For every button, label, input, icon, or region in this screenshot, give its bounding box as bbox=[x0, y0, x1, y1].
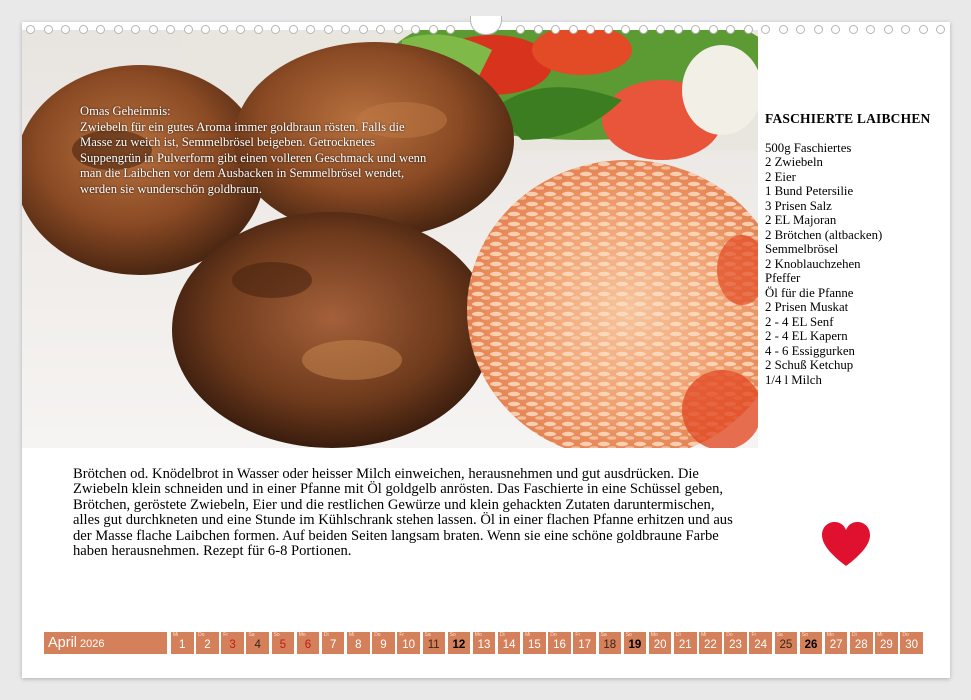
day-number: 25 bbox=[779, 639, 793, 651]
weekday-label: Mi bbox=[525, 632, 531, 638]
binding-hole bbox=[866, 25, 875, 34]
instructions-text: Brötchen od. Knödelbrot in Wasser oder heisser Milch einweichen, herausnehmen und gut ausdrücken. Die Zwiebeln klein schneiden und in einer Pfanne mit Öl goldgelb anrösten. Das Faschierte in eine Schüssel geben, Brötchen, geröstete Zwiebeln, Eier und die restlichen Gewürze und klein gehackten Zutaten daruntermischen, alles gut durchkneten und eine Stunde im Kühlschrank stehen lassen. Öl in einer flachen Pfanne erhitzen und aus der Masse flache Laibchen formen. Auf beiden Seiten langsam braten. Wenn sie eine schöne goldbraune Farbe haben herausnehmen. Rezept für 6-8 Portionen. bbox=[73, 466, 733, 560]
binding-hole bbox=[376, 25, 385, 34]
binding-hole bbox=[534, 25, 543, 34]
binding-hole bbox=[411, 25, 420, 34]
weekday-label: Fr bbox=[751, 632, 757, 638]
ingredient-item: 1 Bund Petersilie bbox=[765, 184, 854, 198]
binding-hole bbox=[394, 25, 403, 34]
day-number: 30 bbox=[905, 639, 918, 651]
day-number: 2 bbox=[204, 639, 211, 651]
ingredient-item: 4 - 6 Essiggurken bbox=[765, 343, 855, 358]
binding-hole bbox=[639, 25, 648, 34]
weekday-label: Sa bbox=[600, 632, 607, 638]
weekday-label: Mo bbox=[298, 632, 306, 638]
binding-hole bbox=[341, 25, 350, 34]
day-cell bbox=[473, 632, 496, 654]
binding-hole bbox=[709, 25, 718, 34]
binding-hole bbox=[831, 25, 840, 34]
binding-hole bbox=[254, 25, 263, 34]
weekday-label: Fr bbox=[223, 632, 229, 638]
weekday-label: Sa bbox=[424, 632, 431, 638]
day-cell bbox=[875, 632, 898, 654]
day-number: 29 bbox=[880, 639, 893, 651]
day-number: 15 bbox=[527, 639, 541, 651]
day-cell bbox=[372, 632, 395, 654]
day-cell bbox=[649, 632, 672, 654]
binding-hole bbox=[306, 25, 315, 34]
binding-hole bbox=[569, 25, 578, 34]
month-label bbox=[44, 632, 167, 654]
binding-hole bbox=[131, 25, 140, 34]
binding-hole bbox=[796, 25, 805, 34]
ingredient-item: 3 Prisen Salz bbox=[765, 198, 832, 213]
weekday-label: Mo bbox=[474, 632, 482, 638]
day-cell bbox=[674, 632, 697, 654]
binding-hole bbox=[166, 25, 175, 34]
binding-hole bbox=[814, 25, 823, 34]
day-number: 19 bbox=[628, 639, 642, 651]
month-year: 2026 bbox=[80, 638, 105, 650]
ingredient-item: 2 Brötchen (altbacken) bbox=[765, 227, 883, 242]
weekday-label: Sa bbox=[776, 632, 783, 638]
binding-hole bbox=[359, 25, 368, 34]
day-cell bbox=[498, 632, 521, 654]
day-number: 21 bbox=[678, 639, 692, 651]
day-cell bbox=[448, 632, 471, 654]
day-number: 28 bbox=[854, 639, 868, 651]
binding-hole bbox=[219, 25, 228, 34]
ingredient-item: Pfeffer bbox=[765, 271, 801, 285]
recipe-box bbox=[765, 112, 945, 387]
day-number: 24 bbox=[754, 639, 768, 651]
ingredient-item: 2 - 4 EL Senf bbox=[765, 314, 834, 329]
ingredient-list bbox=[765, 141, 945, 388]
binding-hole bbox=[149, 25, 158, 34]
binding-hole bbox=[901, 25, 910, 34]
weekday-label: Fr bbox=[399, 632, 405, 638]
binding-hole bbox=[551, 25, 560, 34]
ingredient-item: 2 Knoblauchzehen bbox=[765, 256, 861, 271]
weekday-label: Di bbox=[676, 632, 681, 638]
weekday-label: Sa bbox=[248, 632, 255, 638]
day-cell bbox=[900, 632, 923, 654]
binding-hole bbox=[236, 25, 245, 34]
day-cell bbox=[297, 632, 320, 654]
weekday-label: Di bbox=[852, 632, 857, 638]
day-cell bbox=[272, 632, 295, 654]
binding-hole bbox=[761, 25, 770, 34]
day-cell bbox=[246, 632, 269, 654]
day-number: 17 bbox=[578, 639, 592, 651]
binding-hole bbox=[656, 25, 665, 34]
weekday-label: Mi bbox=[349, 632, 355, 638]
day-cell bbox=[599, 632, 622, 654]
weekday-label: Do bbox=[726, 632, 733, 638]
day-number: 5 bbox=[279, 639, 287, 651]
day-number: 22 bbox=[703, 639, 717, 651]
calendar-page bbox=[22, 22, 950, 678]
weekday-label: So bbox=[449, 632, 456, 638]
ingredient-item: 2 Eier bbox=[765, 169, 796, 184]
food-photo bbox=[22, 30, 758, 448]
binding-hole bbox=[884, 25, 893, 34]
weekday-label: So bbox=[801, 632, 808, 638]
day-number: 3 bbox=[229, 639, 236, 651]
weekday-label: So bbox=[273, 632, 280, 638]
day-cell bbox=[850, 632, 873, 654]
binding-hole bbox=[744, 25, 753, 34]
day-number: 26 bbox=[804, 639, 818, 651]
day-cell bbox=[624, 632, 647, 654]
day-number: 10 bbox=[402, 639, 415, 651]
binding-hole bbox=[516, 25, 525, 34]
weekday-label: Do bbox=[374, 632, 381, 638]
day-cell bbox=[171, 632, 194, 654]
binding-hole bbox=[201, 25, 210, 34]
binding-hole bbox=[114, 25, 123, 34]
binding-hole bbox=[604, 25, 613, 34]
weekday-label: So bbox=[625, 632, 632, 638]
day-cell bbox=[800, 632, 823, 654]
binding-hole bbox=[96, 25, 105, 34]
ingredient-item: 2 Zwiebeln bbox=[765, 155, 823, 169]
ingredient-item: Öl für die Pfanne bbox=[765, 285, 854, 300]
binding-holes bbox=[22, 22, 950, 36]
binding-hole bbox=[289, 25, 298, 34]
binding-hole bbox=[26, 25, 35, 34]
weekday-label: Do bbox=[198, 632, 205, 638]
weekday-label: Mi bbox=[701, 632, 707, 638]
weekday-label: Di bbox=[499, 632, 505, 638]
day-number: 1 bbox=[179, 639, 186, 651]
weekday-label: Mi bbox=[877, 632, 883, 638]
day-number: 18 bbox=[603, 639, 617, 651]
binding-hole bbox=[936, 25, 945, 34]
day-cell bbox=[423, 632, 446, 654]
binding-hole bbox=[324, 25, 333, 34]
weekday-label: Di bbox=[323, 632, 329, 638]
day-cell bbox=[749, 632, 772, 654]
food-photo-graphic bbox=[22, 30, 758, 448]
binding-hole bbox=[849, 25, 858, 34]
day-cell bbox=[825, 632, 848, 654]
day-number: 8 bbox=[355, 639, 362, 651]
binding-hole bbox=[429, 25, 438, 34]
day-cell bbox=[523, 632, 546, 654]
day-number: 14 bbox=[502, 639, 516, 651]
ingredient-item: 1/4 l Milch bbox=[765, 372, 822, 387]
day-cell bbox=[322, 632, 345, 654]
day-cell bbox=[548, 632, 571, 654]
day-cell bbox=[347, 632, 370, 654]
day-number: 13 bbox=[477, 639, 491, 651]
heart-icon bbox=[822, 522, 870, 568]
weekday-label: Mo bbox=[826, 632, 834, 638]
binding-hole bbox=[446, 25, 455, 34]
day-number: 11 bbox=[427, 639, 440, 651]
ingredient-item: 500g Faschiertes bbox=[765, 140, 852, 155]
weekday-label: Do bbox=[550, 632, 557, 638]
day-cell bbox=[397, 632, 420, 654]
day-number: 7 bbox=[329, 639, 337, 651]
weekday-label: Fr bbox=[575, 632, 581, 638]
binding-hole bbox=[184, 25, 193, 34]
hanger-hook bbox=[470, 16, 502, 35]
ingredient-item: 2 Prisen Muskat bbox=[765, 300, 849, 314]
day-cell bbox=[699, 632, 722, 654]
day-cell bbox=[196, 632, 219, 654]
weekday-label: Mo bbox=[650, 632, 658, 638]
secret-text: Zwiebeln für ein gutes Aroma immer goldbraun rösten. Falls die Masse zu weich ist, Semmelbrösel beigeben. Getrocknetes Suppengrün in Pulverform gibt einen volleren Geschmack und wenn man die Laibchen vor dem Ausbacken in Semmelbrösel wendet, werden sie wunderschön goldbraun. bbox=[80, 119, 427, 196]
binding-hole bbox=[919, 25, 928, 34]
day-number: 9 bbox=[380, 639, 387, 651]
binding-hole bbox=[691, 25, 700, 34]
binding-hole bbox=[79, 25, 88, 34]
binding-hole bbox=[779, 25, 788, 34]
month-name: April bbox=[48, 635, 78, 651]
day-number: 23 bbox=[729, 639, 742, 651]
binding-hole bbox=[271, 25, 280, 34]
binding-hole bbox=[726, 25, 735, 34]
binding-hole bbox=[44, 25, 53, 34]
secret-box bbox=[80, 104, 436, 198]
binding-hole bbox=[621, 25, 630, 34]
ingredient-item: 2 Schuß Ketchup bbox=[765, 358, 854, 372]
calendar-strip bbox=[44, 632, 927, 654]
binding-hole bbox=[586, 25, 595, 34]
weekday-label: Mi bbox=[173, 632, 179, 638]
day-cell bbox=[724, 632, 747, 654]
day-cell bbox=[775, 632, 798, 654]
day-number: 4 bbox=[254, 639, 261, 651]
day-cell bbox=[573, 632, 596, 654]
day-cell bbox=[221, 632, 244, 654]
ingredient-item: 2 EL Majoran bbox=[765, 213, 837, 227]
ingredient-item: 2 - 4 EL Kapern bbox=[765, 329, 848, 343]
weekday-label: Do bbox=[902, 632, 909, 638]
binding-hole bbox=[674, 25, 683, 34]
day-number: 27 bbox=[829, 639, 843, 651]
binding-hole bbox=[61, 25, 70, 34]
day-number: 16 bbox=[553, 639, 566, 651]
day-number: 20 bbox=[653, 639, 667, 651]
recipe-title: FASCHIERTE LAIBCHEN bbox=[765, 111, 931, 126]
day-number: 12 bbox=[452, 639, 466, 651]
ingredient-item: Semmelbrösel bbox=[765, 242, 839, 256]
day-number: 6 bbox=[304, 639, 312, 651]
secret-title: Omas Geheimnis: bbox=[80, 104, 171, 118]
